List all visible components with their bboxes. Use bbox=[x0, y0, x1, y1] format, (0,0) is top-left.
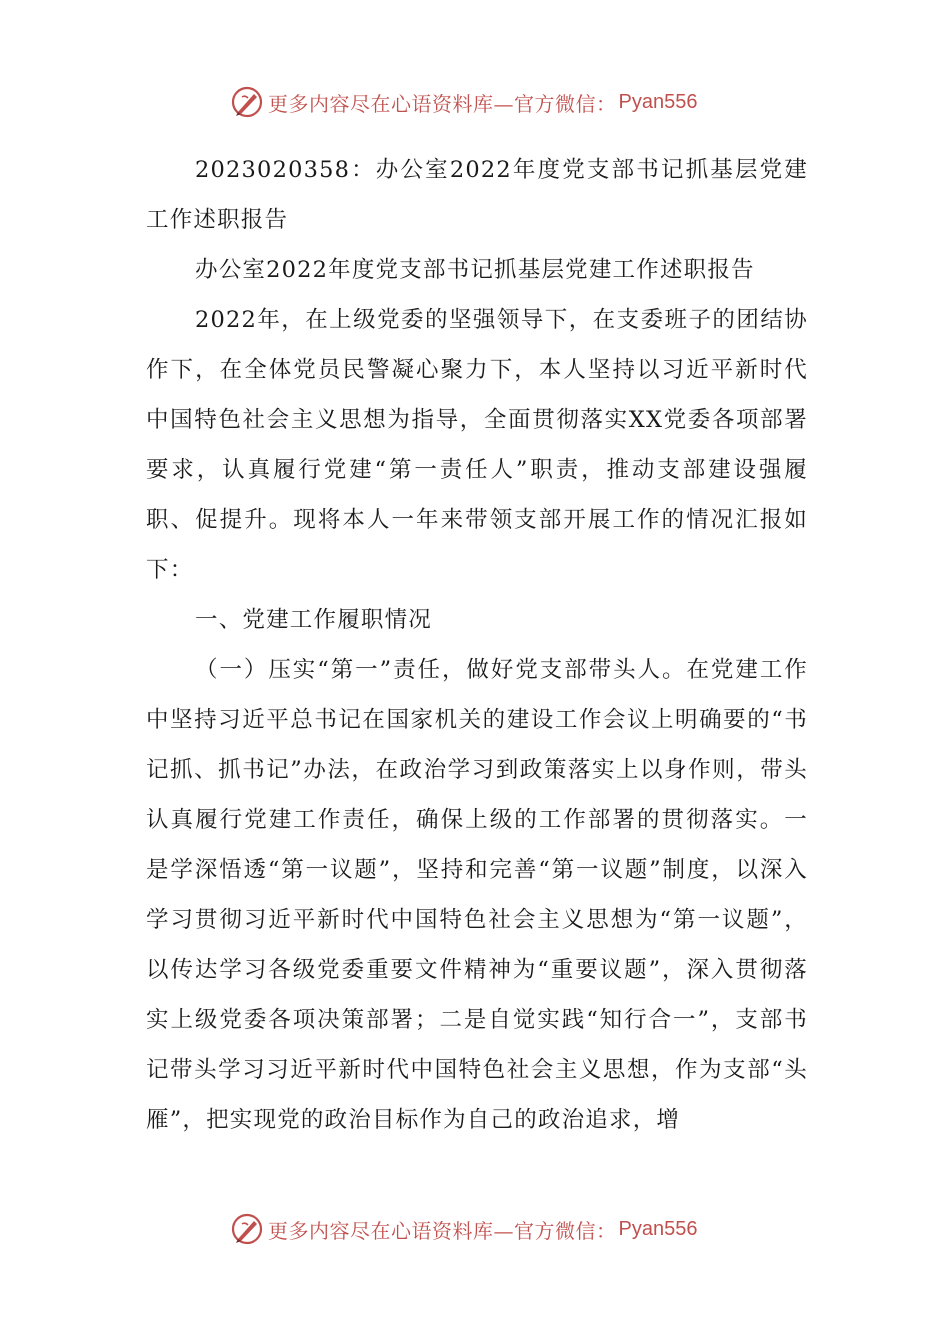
watermark-wechat-id: Pyan556 bbox=[618, 90, 698, 113]
watermark-wechat-id: Pyan556 bbox=[618, 1217, 698, 1240]
document-heading: 2023020358：办公室2022年度党支部书记抓基层党建工作述职报告 bbox=[146, 157, 808, 233]
paragraph-intro: 2022年，在上级党委的坚强领导下，在支委班子的团结协作下，在全体党员民警凝心聚力下，本人坚持以习近平新时代中国特色社会主义思想为指导，全面贯彻落实XX党委各项部署要求，认真履行党建“第一责任人”职责，推动支部建设强履职、促提升。现将本人一年来带领支部开展工作的情况汇报如下： bbox=[146, 307, 808, 583]
watermark-text: 更多内容尽在心语资料库—官方微信： bbox=[268, 1218, 617, 1243]
paragraph-section-1: （一）压实“第一”责任，做好党支部带头人。在党建工作中坚持习近平总书记在国家机关的建设工作会议上明确要的“书记抓、抓书记”办法，在政治学习到政策落实上以身作则，带头认真履行党建工作责任，确保上级的工作部署的贯彻落实。一是学深悟透“第一议题”，坚持和完善“第一议题”制度，以深入学习贯彻习近平新时代中国特色社会主义思想为“第一议题”，以传达学习各级党委重要文件精神为“重要议题”，深入贯彻落实上级党委各项决策部署；二是自觉实践“知行合一”，支部书记带头学习习近平新时代中国特色社会主义思想，作为支部“头雁”，把实现党的政治目标作为自己的政治追求，增 bbox=[146, 657, 808, 1133]
document-subtitle: 办公室2022年度党支部书记抓基层党建工作述职报告 bbox=[195, 257, 755, 283]
section-heading: 一、党建工作履职情况 bbox=[195, 607, 433, 633]
watermark-text: 更多内容尽在心语资料库—官方微信： bbox=[268, 91, 617, 116]
pen-logo-icon bbox=[230, 1212, 264, 1246]
document-body bbox=[146, 145, 808, 1145]
header-watermark-banner bbox=[230, 82, 750, 122]
footer-watermark-banner bbox=[230, 1209, 750, 1249]
pen-logo-icon bbox=[230, 85, 264, 119]
